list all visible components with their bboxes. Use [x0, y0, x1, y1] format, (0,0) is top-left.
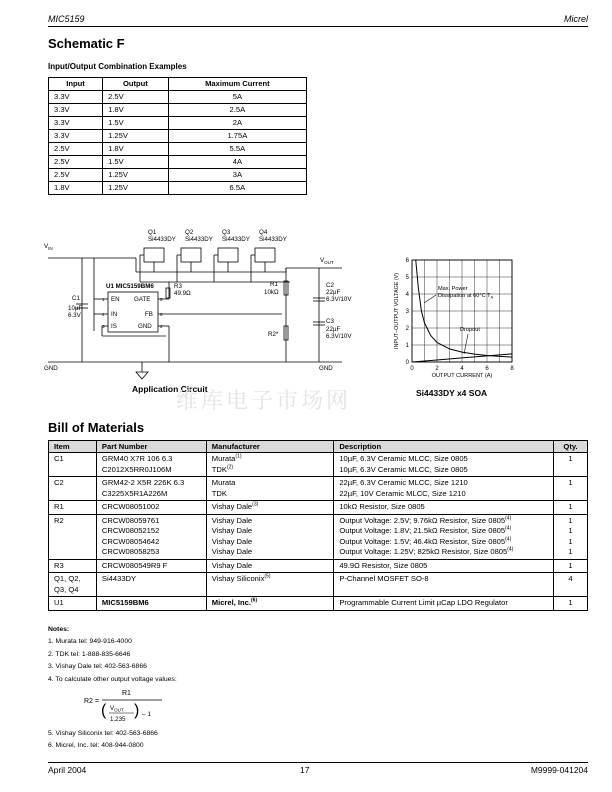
page-title: Schematic F [48, 36, 125, 51]
header-brand: Micrel [564, 14, 588, 24]
bom-cell-qty: 4 [554, 573, 588, 597]
header-doc-name: MIC5159 [48, 14, 85, 24]
r1-value: 10kΩ [264, 289, 279, 296]
q4-part: Si4433DY [259, 236, 287, 243]
bom-cell-mfr: Murata$^{(1)}$ TDK$^{(2)}$ [206, 453, 334, 477]
soa-annotation-dropout: Dropout [460, 327, 480, 333]
bom-cell-desc: 49.9Ω Resistor, Size 0805 [334, 559, 554, 573]
q3-part: Si4433DY [222, 236, 250, 243]
c1-voltage: 6.3V [68, 312, 81, 319]
soa-annotation-power-leader [424, 295, 436, 303]
footer-rule [48, 762, 588, 763]
header-rule [48, 26, 588, 27]
note-2: 2. TDK tel: 1-888-835-6646 [48, 650, 131, 658]
bom-cell-item: U1 [49, 597, 97, 611]
bom-cell-part: GRM40 X7R 106 6.3 C2012X5RR0J106M [96, 453, 206, 477]
io-cell: 1.8V [103, 104, 169, 117]
bom-cell-qty: 1 [554, 453, 588, 477]
circuit-caption: Application Circuit [132, 384, 208, 394]
soa-series-max-power [416, 260, 512, 357]
note-5: 5. Vishay Siliconix tel: 402-563-6866 [48, 730, 158, 737]
q2-part: Si4433DY [185, 236, 213, 243]
bom-cell-desc: 10µF, 6.3V Ceramic MLCC, Size 0805 10µF, 6.3V Ceramic MLCC, Size 0805 [334, 453, 554, 477]
soa-chart [392, 250, 522, 400]
io-cell: 4A [168, 156, 306, 169]
soa-ylabel: INPUT–OUTPUT VOLTAGE (V) [394, 272, 400, 350]
formula-tail: – 1 [142, 711, 152, 718]
io-cell: 3.3V [49, 130, 103, 143]
io-row [49, 91, 307, 104]
bom-cell-qty: 1 [554, 597, 588, 611]
vin-label: $V_{IN}$ [44, 243, 53, 251]
soa-xtick-label: 8 [510, 366, 514, 372]
c3-voltage: 6.3V/10V [326, 333, 352, 340]
vout-label: $V_{OUT}$ [320, 257, 334, 265]
soa-xtick-label: 6 [485, 366, 489, 372]
io-table-title: Input/Output Combination Examples [48, 62, 187, 71]
io-row [49, 169, 307, 182]
io-cell: 2.5V [49, 143, 103, 156]
soa-annotation-power-2: Dissipation at 60°C $T_A$ [438, 293, 494, 300]
bom-row [49, 573, 588, 597]
note-6: 6. Micrel, Inc. tel: 408-944-0800 [48, 742, 144, 750]
bom-cell-desc: Programmable Current Limit µCap LDO Regulator [334, 597, 554, 611]
soa-annotation-power-1: Max. Power [438, 286, 468, 292]
bom-cell-mfr: Vishay Siliconix$^{(5)}$ [206, 573, 334, 597]
io-cell: 1.8V [103, 143, 169, 156]
soa-caption: Si4433DY x4 SOA [416, 388, 488, 398]
io-row [49, 130, 307, 143]
soa-ytick-label: 3 [405, 309, 409, 315]
soa-ytick-label: 5 [405, 275, 409, 281]
io-cell: 6.5A [168, 182, 306, 195]
soa-ytick-label: 4 [405, 292, 409, 298]
note-3: 3. Vishay Dale tel: 402-563-6866 [48, 663, 147, 671]
bom-cell-item: C1 [49, 453, 97, 477]
io-col-header: Input [49, 78, 103, 91]
io-cell: 3.3V [49, 104, 103, 117]
formula-numerator: R1 [122, 690, 131, 697]
bom-cell-desc: Output Voltage: 2.5V; 9.76kΩ Resistor, Size 0805$^{(4)}$ Output Voltage: 1.8V; 21.5kΩ Resistor, Size 0805$^{(4)}$ Output Voltage: 1.5V; 46.4kΩ Resistor, Size 0805$^{(4)}$ Output Voltage: 1.25V; 825kΩ Resistor, Size 0805$^{(4)}$ [334, 514, 554, 559]
c2-value: 22µF [326, 289, 341, 296]
pin-num-3: 3 [102, 324, 105, 329]
formula-vout: $V_{OUT}$ [110, 705, 124, 713]
pin-num-2: 2 [160, 324, 163, 329]
q4-ref: Q4 [259, 229, 268, 236]
bom-row [49, 501, 588, 515]
footer-doc-number: M9999-041204 [530, 765, 588, 775]
io-cell: 2.5V [103, 91, 169, 104]
pin-num-6: 6 [160, 312, 163, 317]
formula-paren-close: ) [134, 702, 140, 719]
pin-gate: GATE [134, 296, 151, 303]
bom-cell-part: MIC5159BM6 [96, 597, 206, 611]
bom-cell-qty: 1 [554, 501, 588, 515]
bom-col-header: Qty. [554, 441, 588, 453]
ic-label: U1 MIC5159BM6 [106, 283, 154, 290]
io-table [48, 77, 307, 195]
gnd-left-label: GND [44, 365, 58, 372]
r2-formula [78, 686, 198, 726]
c1-value: 10µF [68, 305, 83, 312]
notes-continued [48, 728, 158, 753]
io-cell: 2.5A [168, 104, 306, 117]
io-cell: 1.5V [103, 156, 169, 169]
q2-ref: Q2 [185, 229, 194, 236]
bom-row [49, 559, 588, 573]
io-cell: 3A [168, 169, 306, 182]
io-cell: 2.5V [49, 169, 103, 182]
formula-lhs: R2 = [84, 698, 99, 705]
pin-num-1: 1 [102, 297, 105, 302]
bom-cell-desc: 22µF, 6.3V Ceramic MLCC, Size 1210 22µF, 10V Ceramic MLCC, Size 1210 [334, 477, 554, 501]
io-cell: 1.25V [103, 130, 169, 143]
note-4: 4. To calculate other output voltage values: [48, 675, 177, 683]
bom-cell-item: Q1, Q2, Q3, Q4 [49, 573, 97, 597]
io-row [49, 104, 307, 117]
bom-cell-part: CRCW080549R9 F [96, 559, 206, 573]
soa-ytick-label: 2 [405, 326, 409, 332]
bom-cell-mfr: Vishay Dale$^{(3)}$ [206, 501, 334, 515]
c3-value: 22µF [326, 326, 341, 333]
bom-col-header: Manufacturer [206, 441, 334, 453]
io-cell: 3.3V [49, 91, 103, 104]
io-col-header: Output [103, 78, 169, 91]
bom-row [49, 477, 588, 501]
io-row [49, 156, 307, 169]
io-cell: 1.75A [168, 130, 306, 143]
r3-ref: R3 [174, 283, 182, 290]
pin-in: IN [111, 311, 118, 318]
notes [48, 624, 177, 686]
bom-cell-desc: P-Channel MOSFET SO-8 [334, 573, 554, 597]
c1-ref: C1 [72, 295, 80, 302]
bom-col-header: Item [49, 441, 97, 453]
bom-cell-part: GRM42-2 X5R 226K 6.3 C3225X5R1A226M [96, 477, 206, 501]
bom-cell-item: R3 [49, 559, 97, 573]
soa-xtick-label: 0 [410, 366, 414, 372]
bom-row [49, 597, 588, 611]
soa-ytick-label: 6 [405, 258, 409, 264]
q3-ref: Q3 [222, 229, 231, 236]
bom-cell-mfr: Murata TDK [206, 477, 334, 501]
pin-fb: FB [145, 311, 153, 318]
bom-cell-qty: 1 [554, 477, 588, 501]
io-cell: 1.25V [103, 169, 169, 182]
formula-paren-open: ( [101, 702, 107, 719]
watermark: 维库电子市场网 [176, 389, 352, 414]
soa-xlabel: OUTPUT CURRENT (A) [431, 373, 493, 379]
soa-xtick-label: 2 [435, 366, 439, 372]
application-circuit [44, 226, 364, 406]
io-cell: 1.25V [103, 182, 169, 195]
q1-part: Si4433DY [148, 236, 176, 243]
bom-col-header: Description [334, 441, 554, 453]
bom-cell-part: CRCW08059761 CRCW08052152 CRCW08054642 CRCW08058253 [96, 514, 206, 559]
io-cell: 5.5A [168, 143, 306, 156]
c2-ref: C2 [326, 282, 334, 289]
io-row [49, 143, 307, 156]
bom-title: Bill of Materials [48, 420, 145, 435]
io-cell: 3.3V [49, 117, 103, 130]
soa-xtick-label: 4 [460, 366, 464, 372]
footer-page-number: 17 [300, 765, 310, 775]
pin-gnd: GND [138, 323, 152, 330]
bom-cell-desc: 10kΩ Resistor, Size 0805 [334, 501, 554, 515]
c2-voltage: 6.3V/10V [326, 296, 352, 303]
bom-cell-qty: 1 [554, 559, 588, 573]
bom-cell-part: CRCW08051002 [96, 501, 206, 515]
q1-ref: Q1 [148, 229, 157, 236]
bom-cell-mfr: Vishay Dale [206, 559, 334, 573]
soa-ytick-label: 1 [405, 343, 409, 349]
formula-denominator: 1.235 [110, 716, 126, 723]
r1-ref: R1 [270, 281, 278, 288]
note-1: 1. Murata tel: 949-916-4000 [48, 638, 132, 646]
io-cell: 1.5V [103, 117, 169, 130]
footer-date: April 2004 [48, 765, 87, 775]
soa-ytick-label: 0 [405, 360, 409, 366]
bom-cell-item: R2 [49, 514, 97, 559]
bom-cell-item: R1 [49, 501, 97, 515]
io-cell: 2.5V [49, 156, 103, 169]
r2-ref: R2* [268, 331, 279, 338]
c3-ref: C3 [326, 318, 334, 325]
soa-annotation-dropout-leader [464, 334, 468, 354]
io-cell: 2A [168, 117, 306, 130]
bom-cell-mfr: Vishay Dale Vishay Dale Vishay Dale Vishay Dale [206, 514, 334, 559]
r3-value: 49.9Ω [174, 290, 191, 297]
bom-cell-mfr: Micrel, Inc.$^{(6)}$ [206, 597, 334, 611]
io-row [49, 117, 307, 130]
pin-en: EN [111, 296, 120, 303]
io-col-header: Maximum Current [168, 78, 306, 91]
bom-cell-qty: 1 1 1 1 [554, 514, 588, 559]
bom-col-header: Part Number [96, 441, 206, 453]
bom-table [48, 440, 588, 611]
io-row [49, 182, 307, 195]
bom-row [49, 453, 588, 477]
io-cell: 5A [168, 91, 306, 104]
bom-row [49, 514, 588, 559]
pin-num-5: 5 [160, 297, 163, 302]
bom-cell-part: Si4433DY [96, 573, 206, 597]
pin-num-4: 4 [102, 312, 105, 317]
io-cell: 1.8V [49, 182, 103, 195]
gnd-right-label: GND [319, 365, 333, 372]
bom-cell-item: C2 [49, 477, 97, 501]
notes-title: Notes: [48, 626, 70, 633]
pin-is: IS [111, 323, 117, 330]
